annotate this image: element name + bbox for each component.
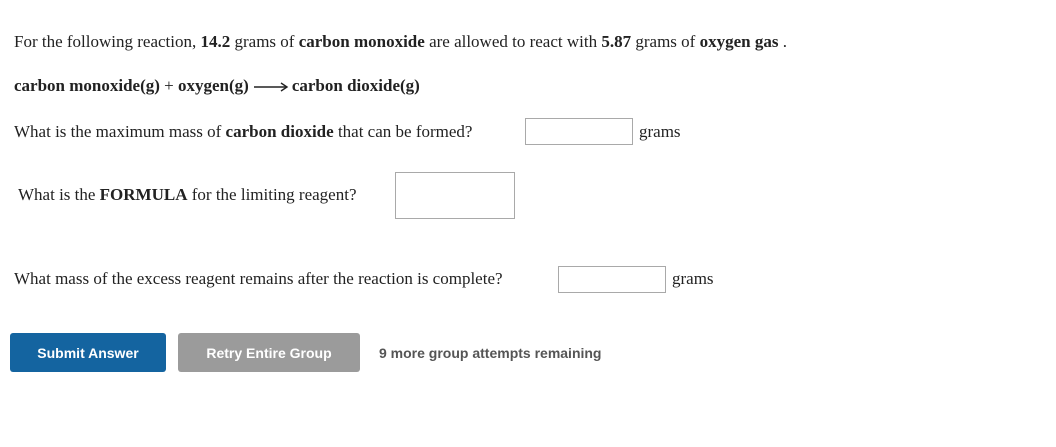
reaction-reactant1: carbon monoxide xyxy=(14,76,141,95)
reaction-arrow-icon xyxy=(253,76,289,96)
question-formula xyxy=(18,185,357,205)
max-mass-input[interactable] xyxy=(525,118,633,145)
reaction-state3: (g) xyxy=(400,76,420,95)
reaction-state2: (g) xyxy=(229,76,249,95)
q3-text: What mass of the excess reagent remains after the reaction is complete? xyxy=(14,269,503,288)
intro-suffix: . xyxy=(778,32,787,51)
q2-prefix: What is the xyxy=(18,185,100,204)
limiting-reagent-input[interactable] xyxy=(395,172,515,219)
attempts-remaining-text: 9 more group attempts remaining xyxy=(379,345,602,361)
intro-sentence xyxy=(14,32,787,52)
intro-unit2: grams of xyxy=(631,32,700,51)
reaction-reactant2: oxygen xyxy=(178,76,230,95)
reaction-state1: (g) xyxy=(140,76,160,95)
q3-unit: grams xyxy=(672,269,714,288)
retry-entire-group-button[interactable]: Retry Entire Group xyxy=(178,333,360,372)
q1-unit: grams xyxy=(639,122,681,141)
q1-bold: carbon dioxide xyxy=(225,122,334,141)
intro-mass1: 14.2 xyxy=(200,32,231,51)
q2-bold: FORMULA xyxy=(99,185,188,204)
intro-prefix: For the following reaction, xyxy=(14,32,201,51)
q1-suffix: that can be formed? xyxy=(333,122,473,141)
intro-unit1: grams of xyxy=(230,32,299,51)
submit-answer-button[interactable]: Submit Answer xyxy=(10,333,166,372)
reaction-product: carbon dioxide xyxy=(291,76,400,95)
q2-suffix: for the limiting reagent? xyxy=(187,185,357,204)
intro-reactant2: oxygen gas xyxy=(699,32,779,51)
intro-reactant1: carbon monoxide xyxy=(298,32,425,51)
intro-middle: are allowed to react with xyxy=(424,32,602,51)
reaction-equation xyxy=(14,76,420,96)
excess-mass-input[interactable] xyxy=(558,266,666,293)
question-excess-mass xyxy=(14,269,503,289)
q1-prefix: What is the maximum mass of xyxy=(14,122,226,141)
reaction-plus: + xyxy=(159,76,179,95)
question-max-mass xyxy=(14,122,472,142)
intro-mass2: 5.87 xyxy=(601,32,632,51)
